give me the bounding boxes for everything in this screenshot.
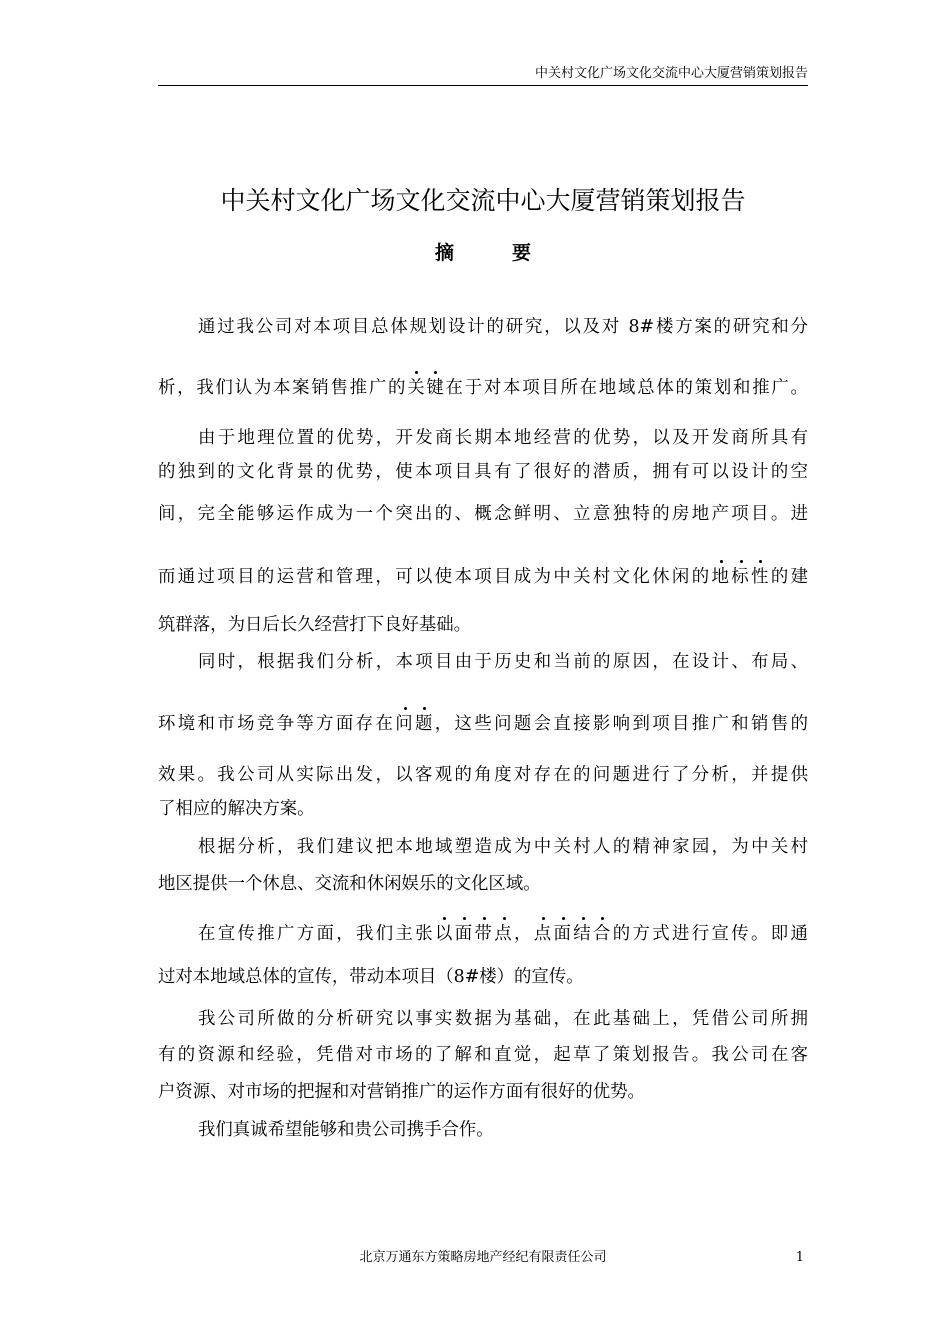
- emphasis-char: 标: [731, 567, 752, 587]
- emphasis-run: [407, 378, 445, 398]
- emphasis-char: 问: [395, 714, 415, 734]
- abstract-heading-char-2: 要: [512, 242, 532, 264]
- paragraph-line: 有的资源和经验，凭借对市场的了解和直觉，起草了策划报告。我公司在客: [158, 1045, 808, 1065]
- emphasis-run: [711, 567, 770, 587]
- emphasis-char: 面: [553, 924, 574, 944]
- paragraph-line: 户资源、对市场的把握和对营销推广的运作方面有很好的优势。: [158, 1082, 645, 1102]
- text-run: 的方式进行宣传。即通: [612, 924, 808, 944]
- emphasis-char: 点: [494, 924, 514, 944]
- emphasis-char: 点: [533, 924, 554, 944]
- emphasis-char: 题: [415, 714, 435, 734]
- emphasis-run: [534, 924, 613, 944]
- running-header: 中关村文化广场文化交流中心大厦营销策划报告: [534, 66, 808, 81]
- emphasis-char: 结: [573, 924, 593, 944]
- paragraph-line: 筑群落，为日后长久经营打下良好基础。: [158, 615, 472, 635]
- abstract-heading: [158, 238, 808, 268]
- emphasis-char: 地: [711, 567, 732, 587]
- document-title: 中关村文化广场文化交流中心大厦营销策划报告: [220, 186, 746, 215]
- footer-company: 北京万通东方策略房地产经纪有限责任公司: [359, 1250, 607, 1265]
- text-run: 在宣传推广方面，我们主张: [198, 924, 435, 944]
- emphasis-char: 键: [426, 378, 446, 398]
- paragraph-line: [158, 565, 808, 589]
- paragraph-line: 的独到的文化背景的优势，使本项目具有了很好的潜质，拥有可以设计的空: [158, 462, 808, 482]
- text-run: ，这些问题会直接影响到项目推广和销售的: [434, 714, 808, 734]
- emphasis-run: [395, 714, 435, 734]
- paragraph-line: [158, 922, 808, 946]
- text-run: 的建: [770, 567, 808, 587]
- text-run: 环境和市场竞争等方面存在: [158, 714, 396, 734]
- paragraph-line: 效果。我公司从实际出发，以客观的角度对存在的问题进行了分析，并提供: [158, 765, 808, 785]
- paragraph-line: 间，完全能够运作成为一个突出的、概念鲜明、立意独特的房地产项目。进: [158, 504, 808, 524]
- abstract-heading-char-1: 摘: [434, 242, 454, 264]
- paragraph-line: 我公司所做的分析研究以事实数据为基础，在此基础上，凭借公司所拥: [198, 1009, 808, 1029]
- emphasis-char: 性: [751, 567, 771, 587]
- emphasis-char: 合: [592, 924, 613, 944]
- paragraph-line: 了相应的解决方案。: [158, 799, 315, 819]
- emphasis-char: 面: [454, 924, 475, 944]
- text-run: 析，我们认为本案销售推广的: [158, 378, 408, 398]
- emphasis-char: 关: [407, 378, 427, 398]
- emphasis-char: 以: [434, 924, 455, 944]
- text-run: ，: [513, 924, 534, 944]
- page-number: 1: [795, 1250, 804, 1265]
- paragraph-line: [158, 712, 808, 736]
- emphasis-run: [435, 924, 514, 944]
- emphasis-char: 带: [474, 924, 495, 944]
- paragraph-line: 同时，根据我们分析，本项目由于历史和当前的原因，在设计、布局、: [198, 652, 808, 672]
- paragraph-line: 过对本地域总体的宣传，带动本项目（8#楼）的宣传。: [158, 967, 584, 987]
- paragraph-line: 我们真诚希望能够和贵公司携手合作。: [198, 1120, 494, 1140]
- paragraph-line: 由于地理位置的优势，开发商长期本地经营的优势，以及开发商所具有: [198, 428, 808, 448]
- paragraph-line: 通过我公司对本项目总体规划设计的研究，以及对 8#楼方案的研究和分: [198, 317, 808, 337]
- paragraph-line: [158, 376, 808, 400]
- text-run: 在于对本项目所在地域总体的策划和推广。: [445, 378, 808, 398]
- header-rule: [158, 85, 808, 86]
- text-run: 而通过项目的运营和管理，可以使本项目成为中关村文化休闲的: [158, 567, 712, 587]
- paragraph-line: 根据分析，我们建议把本地域塑造成为中关村人的精神家园，为中关村: [198, 837, 808, 857]
- paragraph-line: 地区提供一个休息、交流和休闲娱乐的文化区域。: [158, 874, 541, 894]
